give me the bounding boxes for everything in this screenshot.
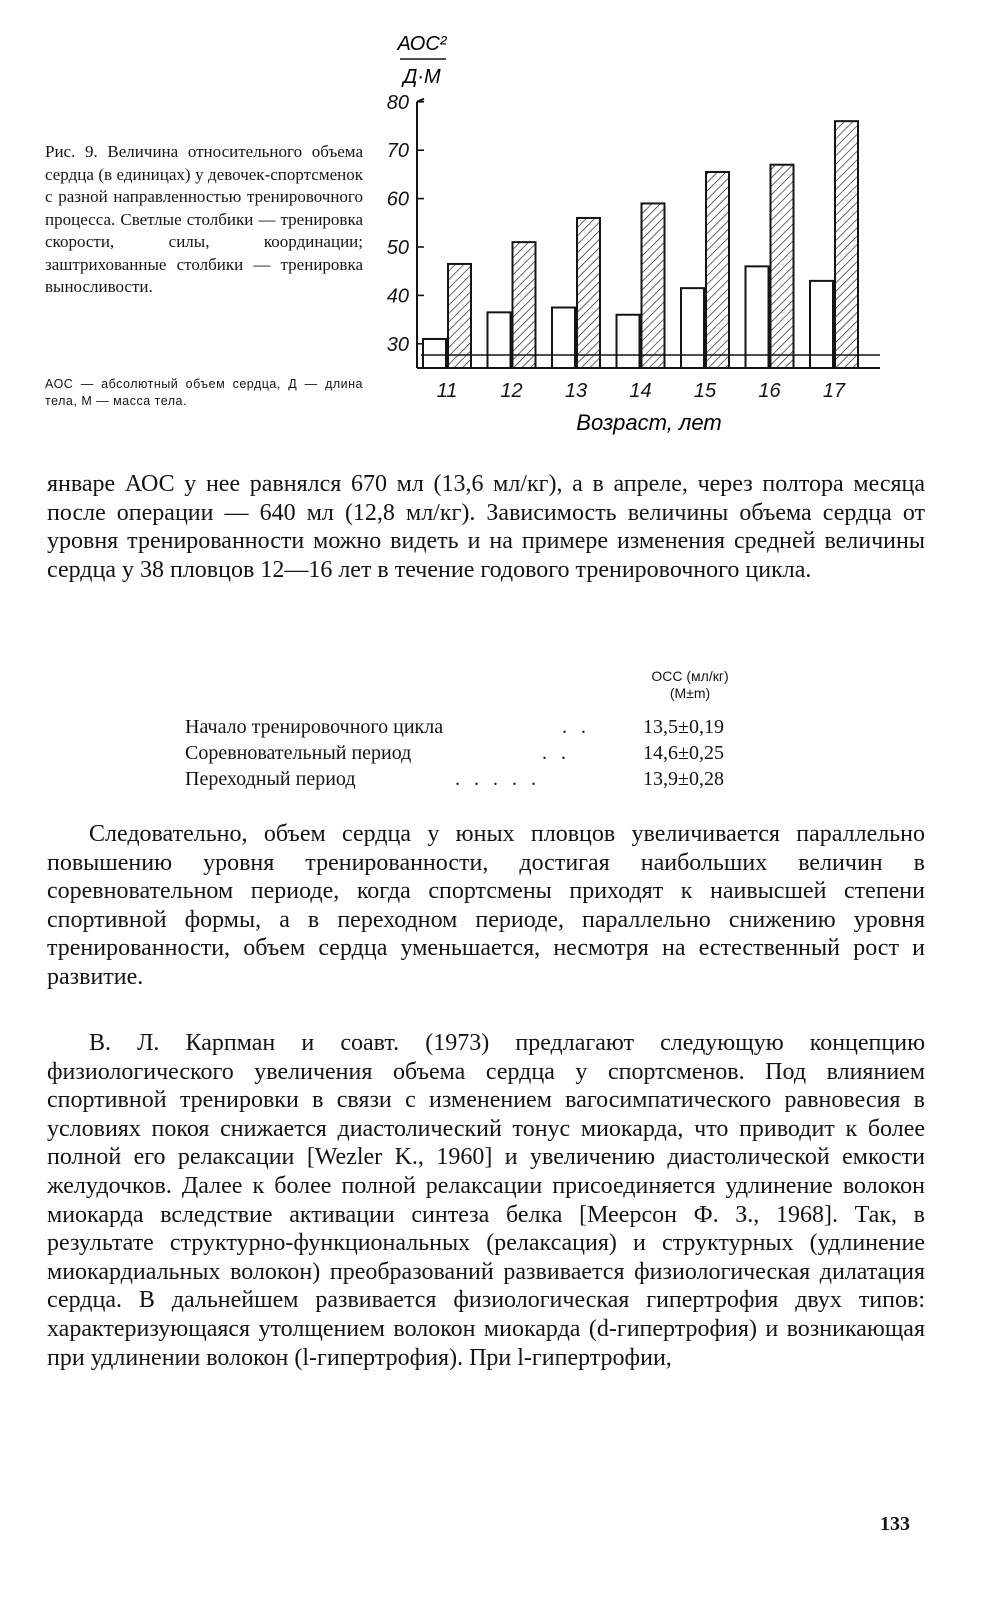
table-header-line-2: (M±m)	[669, 685, 711, 701]
table-row-label: Переходный период	[185, 768, 356, 790]
bar-hatched	[835, 121, 858, 368]
x-tick-label: 13	[564, 380, 588, 402]
y-axis-label-bottom: Д·М	[403, 66, 441, 88]
bar-hatched	[706, 172, 729, 368]
y-tick-label: 50	[386, 237, 409, 259]
table-row-label: Соревновательный период	[185, 742, 412, 764]
page-number: 133	[880, 1513, 910, 1535]
table-row	[185, 740, 785, 766]
bar-light	[423, 339, 446, 368]
table-row-value: 14,6±0,25	[643, 742, 724, 764]
x-tick-label: 11	[436, 380, 458, 402]
table-row-dots: ..	[542, 742, 580, 764]
table-row	[185, 766, 785, 792]
table-row-value: 13,5±0,19	[643, 716, 724, 738]
bar-light	[488, 312, 511, 368]
paragraph-3: В. Л. Карпман и соавт. (1973) предлагают следующую концепцию физиологического увеличения объема сердца у спортсменов. Под влиянием спортивной тренировки в связи с изменением вагосимпатического равновесия в условиях покоя снижается диастолический тонус миокарда, что приводит к более полной его релаксации [Wezler K., 1960] и увеличению диастолической емкости желудочков. Далее к более полной релаксации присоединяется удлинение волокон миокарда вследствие активации синтеза белка [Меерсон Ф. З., 1968]. Так, в результате структурно-функциональных (релаксация) и структурных (удлинение миокардиальных волокон) преобразований развивается физиологическая дилатация сердца. В дальнейшем развивается физиологическая гипертрофия двух типов: характеризующаяся утолщением волокон миокарда (d-гипертрофия) и возникающая при удлинении волокон (l-гипертрофия). При l-гипертрофии,	[47, 1030, 925, 1371]
x-tick-label: 17	[822, 380, 846, 402]
bar-light	[552, 308, 575, 369]
paragraph-1: январе АОС у нее равнялся 670 мл (13,6 мл/кг), а в апреле, через полтора месяца после операции — 640 мл (12,8 мл/кг). Зависимость величины объема сердца от уровня тренированности можно видеть и на примере изменения средней величины сердца у 38 пловцов 12—16 лет в течение годового тренировочного цикла.	[47, 471, 925, 583]
table-row-value: 13,9±0,28	[643, 768, 724, 790]
bar-chart	[360, 20, 890, 440]
paragraph-2: Следовательно, объем сердца у юных пловцов увеличивается параллельно повышению уровня тренированности, достигая наибольших величин в соревновательном периоде, когда спортсмены приходят к наивысшей степени спортивной формы, а в переходном периоде, параллельно снижению уровня тренированности, объем сердца уменьшается, несмотря на естественный рост и развитие.	[47, 821, 925, 990]
bar-light	[617, 315, 640, 368]
y-axis-label-top: АОС²	[397, 33, 447, 55]
bar-hatched	[642, 203, 665, 368]
x-tick-label: 15	[693, 380, 717, 402]
table-row-dots: .....	[455, 768, 550, 790]
y-tick-label: 40	[386, 285, 409, 308]
bar-light	[681, 288, 704, 368]
bar-light	[746, 266, 769, 368]
x-tick-label: 12	[500, 380, 523, 402]
y-tick-label: 80	[386, 91, 409, 114]
x-tick-label: 16	[758, 380, 781, 402]
figure-caption: Рис. 9. Величина относительного объема сердца (в единицах) у девочек-спортсменок с разной направленностью тренировочного процесса. Светлые столбики — тренировка скорости, силы, координации; заштрихованные столбики — тренировка выносливости.	[45, 142, 363, 296]
x-tick-label: 14	[629, 380, 652, 402]
bar-hatched	[448, 264, 471, 368]
y-tick-label: 60	[386, 188, 409, 211]
figure-caption-note: АОС — абсолютный объем сердца, Д — длина тела, М — масса тела.	[45, 377, 363, 408]
bar-hatched	[771, 165, 794, 368]
x-axis-label: Возраст, лет	[576, 410, 722, 435]
y-tick-label: 30	[386, 333, 409, 356]
bar-hatched	[577, 218, 600, 368]
data-table	[185, 714, 785, 792]
table-row-label: Начало тренировочного цикла	[185, 716, 444, 738]
table-header	[600, 668, 780, 702]
bar-hatched	[513, 242, 536, 368]
y-tick-label: 70	[386, 140, 409, 163]
table-row	[185, 714, 785, 740]
table-header-line-1: ОСС (мл/кг)	[651, 668, 729, 684]
table-row-dots: ..	[562, 716, 600, 738]
